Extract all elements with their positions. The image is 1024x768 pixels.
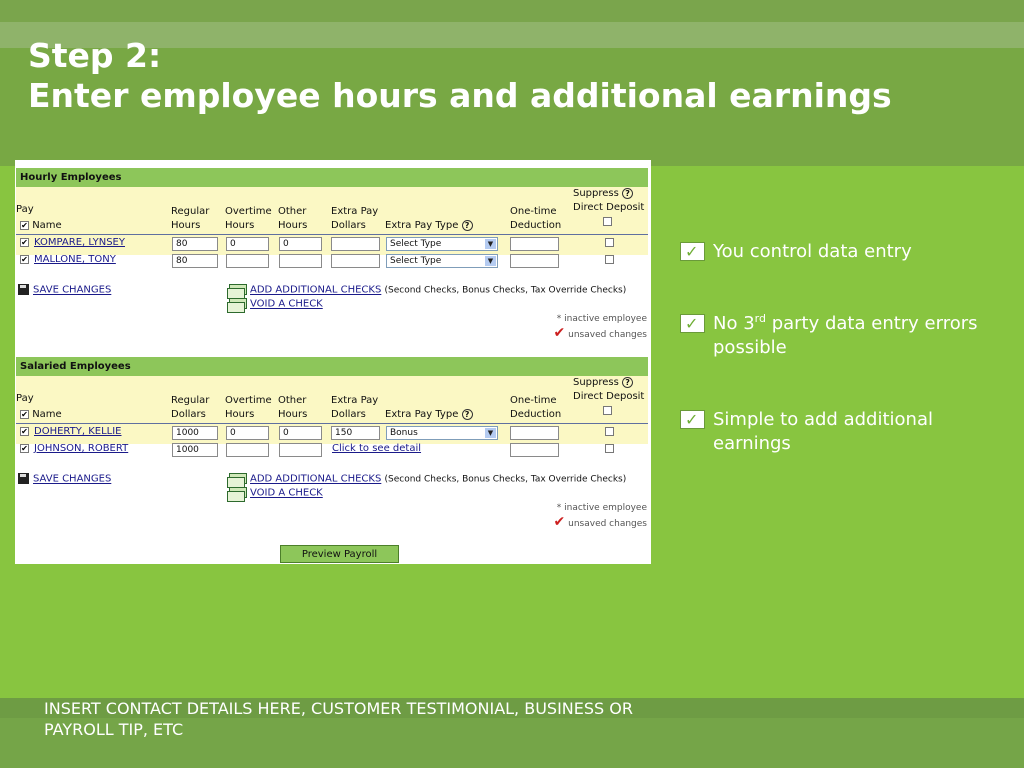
extra-pay-type-select[interactable]: Bonus ▼ (386, 426, 498, 440)
pay-checkbox[interactable] (20, 444, 29, 453)
pay-checkbox[interactable] (20, 238, 29, 247)
chevron-down-icon: ▼ (485, 428, 496, 438)
checks-icon (229, 473, 247, 484)
select-all-checkbox[interactable] (20, 221, 29, 230)
overtime-input[interactable] (226, 254, 269, 268)
legend-unsaved: unsaved changes (568, 330, 647, 340)
bullet-text: Simple to add additional earnings (713, 409, 933, 454)
add-additional-checks-link[interactable]: ADD ADDITIONAL CHECKS (250, 473, 382, 485)
checkmark-icon (680, 410, 705, 429)
bullet-text: No 3rd party data entry errors possible (713, 312, 978, 358)
table-row (16, 235, 648, 252)
onetime-deduction-input[interactable] (510, 426, 559, 440)
col-pay: Pay (16, 204, 34, 215)
col-extra-pay: Extra Pay Dollars (331, 395, 379, 420)
slide-title (28, 36, 892, 116)
regular-input[interactable]: 1000 (172, 426, 218, 440)
legend-inactive: * inactive employee (556, 503, 647, 513)
col-suppress: Suppress ? Direct Deposit (573, 376, 644, 418)
checks-icon (229, 487, 247, 498)
extra-pay-input[interactable] (331, 254, 380, 268)
table-row (16, 424, 648, 441)
col-onetime: One-time Deduction (510, 395, 562, 420)
col-regular: Regular Dollars (171, 395, 210, 420)
other-input[interactable]: 0 (279, 426, 322, 440)
legend-unsaved: unsaved changes (568, 519, 647, 529)
col-pay: Pay (16, 393, 34, 404)
add-additional-checks-link[interactable]: ADD ADDITIONAL CHECKS (250, 284, 382, 296)
help-icon[interactable]: ? (462, 220, 473, 231)
extra-pay-input[interactable]: 150 (331, 426, 380, 440)
suppress-all-checkbox[interactable] (603, 406, 612, 415)
extra-pay-input[interactable] (331, 237, 380, 251)
red-check-icon: ✔ (553, 514, 566, 530)
footer-text: INSERT CONTACT DETAILS HERE, CUSTOMER TESTIMONIAL, BUSINESS OR PAYROLL TIP, ETC (44, 699, 633, 739)
col-overtime: Overtime Hours (225, 395, 272, 420)
legend-inactive: * inactive employee (556, 314, 647, 324)
checks-icon (229, 298, 247, 309)
void-check-link[interactable]: VOID A CHECK (250, 487, 323, 499)
select-all-checkbox[interactable] (20, 410, 29, 419)
save-changes-link[interactable]: SAVE CHANGES (33, 284, 112, 296)
col-extra-pay: Extra Pay Dollars (331, 206, 379, 231)
extra-pay-type-select[interactable]: Select Type ▼ (386, 237, 498, 251)
col-extra-type: Extra Pay Type (385, 409, 459, 420)
suppress-all-checkbox[interactable] (603, 217, 612, 226)
payroll-entry-panel (15, 160, 651, 564)
preview-payroll-button[interactable]: Preview Payroll (280, 545, 399, 563)
col-name: Name (32, 220, 62, 231)
table-row (16, 441, 648, 458)
col-other: Other Hours (278, 206, 308, 231)
add-checks-note: (Second Checks, Bonus Checks, Tax Override Checks) (384, 285, 627, 296)
col-name: Name (32, 409, 62, 420)
regular-input[interactable]: 80 (172, 237, 218, 251)
chevron-down-icon: ▼ (485, 239, 496, 249)
other-input[interactable] (279, 443, 322, 457)
col-onetime: One-time Deduction (510, 206, 562, 231)
regular-input[interactable]: 1000 (172, 443, 218, 457)
onetime-deduction-input[interactable] (510, 237, 559, 251)
title-line-1: Step 2: (28, 36, 162, 75)
save-icon (18, 473, 29, 484)
col-regular: Regular Hours (171, 206, 210, 231)
onetime-deduction-input[interactable] (510, 254, 559, 268)
employee-name-link[interactable]: MALLONE, TONY (34, 254, 116, 265)
add-checks-note: (Second Checks, Bonus Checks, Tax Override Checks) (384, 474, 627, 485)
header-band (0, 0, 1024, 22)
suppress-checkbox[interactable] (605, 444, 614, 453)
suppress-checkbox[interactable] (605, 238, 614, 247)
save-icon (18, 284, 29, 295)
onetime-deduction-input[interactable] (510, 443, 559, 457)
legend (554, 501, 647, 531)
checks-icon (229, 284, 247, 295)
legend (554, 312, 647, 342)
suppress-checkbox[interactable] (605, 255, 614, 264)
overtime-input[interactable]: 0 (226, 426, 269, 440)
salaried-section-title: Salaried Employees (16, 357, 648, 376)
title-line-2: Enter employee hours and additional earnings (28, 76, 892, 115)
void-check-link[interactable]: VOID A CHECK (250, 298, 323, 310)
other-input[interactable]: 0 (279, 237, 322, 251)
bullet-text: You control data entry (713, 241, 912, 262)
checkmark-icon (680, 242, 705, 261)
checkmark-icon (680, 314, 705, 333)
suppress-checkbox[interactable] (605, 427, 614, 436)
col-suppress: Suppress ? Direct Deposit (573, 187, 644, 229)
employee-name-link[interactable]: JOHNSON, ROBERT (34, 443, 129, 454)
pay-checkbox[interactable] (20, 427, 29, 436)
chevron-down-icon: ▼ (485, 256, 496, 266)
col-other: Other Hours (278, 395, 308, 420)
overtime-input[interactable]: 0 (226, 237, 269, 251)
save-changes-link[interactable]: SAVE CHANGES (33, 473, 112, 485)
employee-name-link[interactable]: KOMPARE, LYNSEY (34, 237, 125, 248)
help-icon[interactable]: ? (622, 377, 633, 388)
extra-pay-type-select[interactable]: Select Type ▼ (386, 254, 498, 268)
extra-pay-detail-link[interactable]: Click to see detail (332, 443, 422, 454)
employee-name-link[interactable]: DOHERTY, KELLIE (34, 426, 122, 437)
hourly-section-title: Hourly Employees (16, 168, 648, 187)
help-icon[interactable]: ? (622, 188, 633, 199)
other-input[interactable] (279, 254, 322, 268)
table-row (16, 252, 648, 269)
regular-input[interactable]: 80 (172, 254, 218, 268)
overtime-input[interactable] (226, 443, 269, 457)
col-extra-type: Extra Pay Type (385, 220, 459, 231)
red-check-icon: ✔ (553, 325, 566, 341)
pay-checkbox[interactable] (20, 255, 29, 264)
help-icon[interactable]: ? (462, 409, 473, 420)
col-overtime: Overtime Hours (225, 206, 272, 231)
